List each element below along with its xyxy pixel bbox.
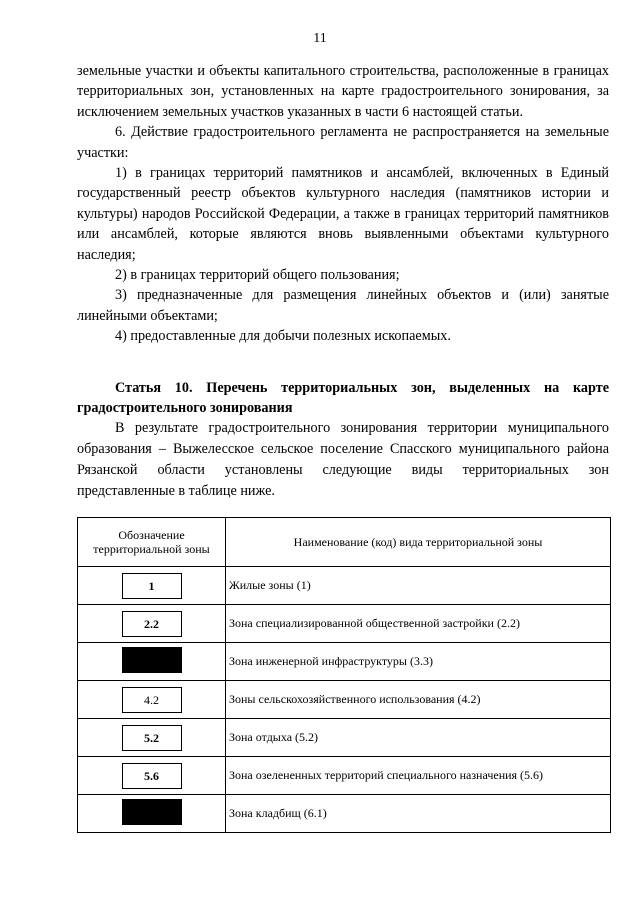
- table-row: [78, 605, 611, 643]
- table-row: [78, 643, 611, 681]
- zone-name: Зона озелененных территорий специального назначения (5.6): [226, 757, 611, 795]
- article-heading: Статья 10. Перечень территориальных зон, выделенных на карте градостроительного зонирования: [77, 380, 609, 416]
- zone-code-cell: [78, 567, 226, 605]
- zone-name: Зоны сельскохозяйственного использования (4.2): [226, 681, 611, 719]
- paragraph: 6. Действие градостроительного регламента не распространяется на земельные участки:: [77, 124, 609, 161]
- paragraph: 2) в границах территорий общего пользования;: [115, 267, 400, 284]
- table-header-row: [78, 518, 611, 567]
- zone-code-cell: [78, 719, 226, 757]
- zone-symbol: 5.6: [122, 763, 182, 789]
- zone-symbol: 4.2: [122, 687, 182, 713]
- zone-name: Жилые зоны (1): [226, 567, 611, 605]
- zone-symbol: 2.2: [122, 611, 182, 637]
- zone-symbol: [122, 647, 182, 673]
- zone-code-cell: [78, 605, 226, 643]
- zone-code-cell: [78, 757, 226, 795]
- paragraph: 4) предоставленные для добычи полезных ископаемых.: [115, 328, 451, 345]
- paragraph: 3) предназначенные для размещения линейных объектов и (или) занятые линейными объектами;: [77, 287, 609, 324]
- zone-code-cell: [78, 795, 226, 833]
- paragraph: земельные участки и объекты капитального строительства, расположенные в границах территориальных зон, установленных на карте градостроительного зонирования, за исключением земельных участков указанных в части 6 настоящей статьи.: [77, 63, 609, 120]
- table-row: [78, 719, 611, 757]
- body-text: [77, 61, 609, 347]
- zone-code-cell: [78, 643, 226, 681]
- zone-name: Зона кладбищ (6.1): [226, 795, 611, 833]
- zone-name: Зона инженерной инфраструктуры (3.3): [226, 643, 611, 681]
- table-row: [78, 567, 611, 605]
- zones-table: [77, 517, 611, 833]
- zone-name: Зона отдыха (5.2): [226, 719, 611, 757]
- zone-code-cell: [78, 681, 226, 719]
- table-row: [78, 757, 611, 795]
- article-text: В результате градостроительного зонирования территории муниципального образования – Выжелесское сельское поселение Спасского муниципального района Рязанской области установлены следующие виды территориальных зон представленные в таблице ниже.: [77, 420, 609, 499]
- zone-symbol: 1: [122, 573, 182, 599]
- header-code: Обозначение территориальной зоны: [78, 518, 226, 567]
- zone-name: Зона специализированной общественной застройки (2.2): [226, 605, 611, 643]
- paragraph: 1) в границах территорий памятников и ансамблей, включенных в Единый государственный реестр объектов культурного наследия (памятников истории и культуры) народов Российской Федерации, а также в границах территорий памятников или ансамблей, которые являются вновь выявленными объектами культурного наследия;: [77, 165, 609, 263]
- table-row: [78, 795, 611, 833]
- zone-symbol: 5.2: [122, 725, 182, 751]
- page-number: 11: [313, 31, 327, 46]
- header-name: Наименование (код) вида территориальной зоны: [226, 518, 611, 567]
- zone-symbol: [122, 799, 182, 825]
- table-row: [78, 681, 611, 719]
